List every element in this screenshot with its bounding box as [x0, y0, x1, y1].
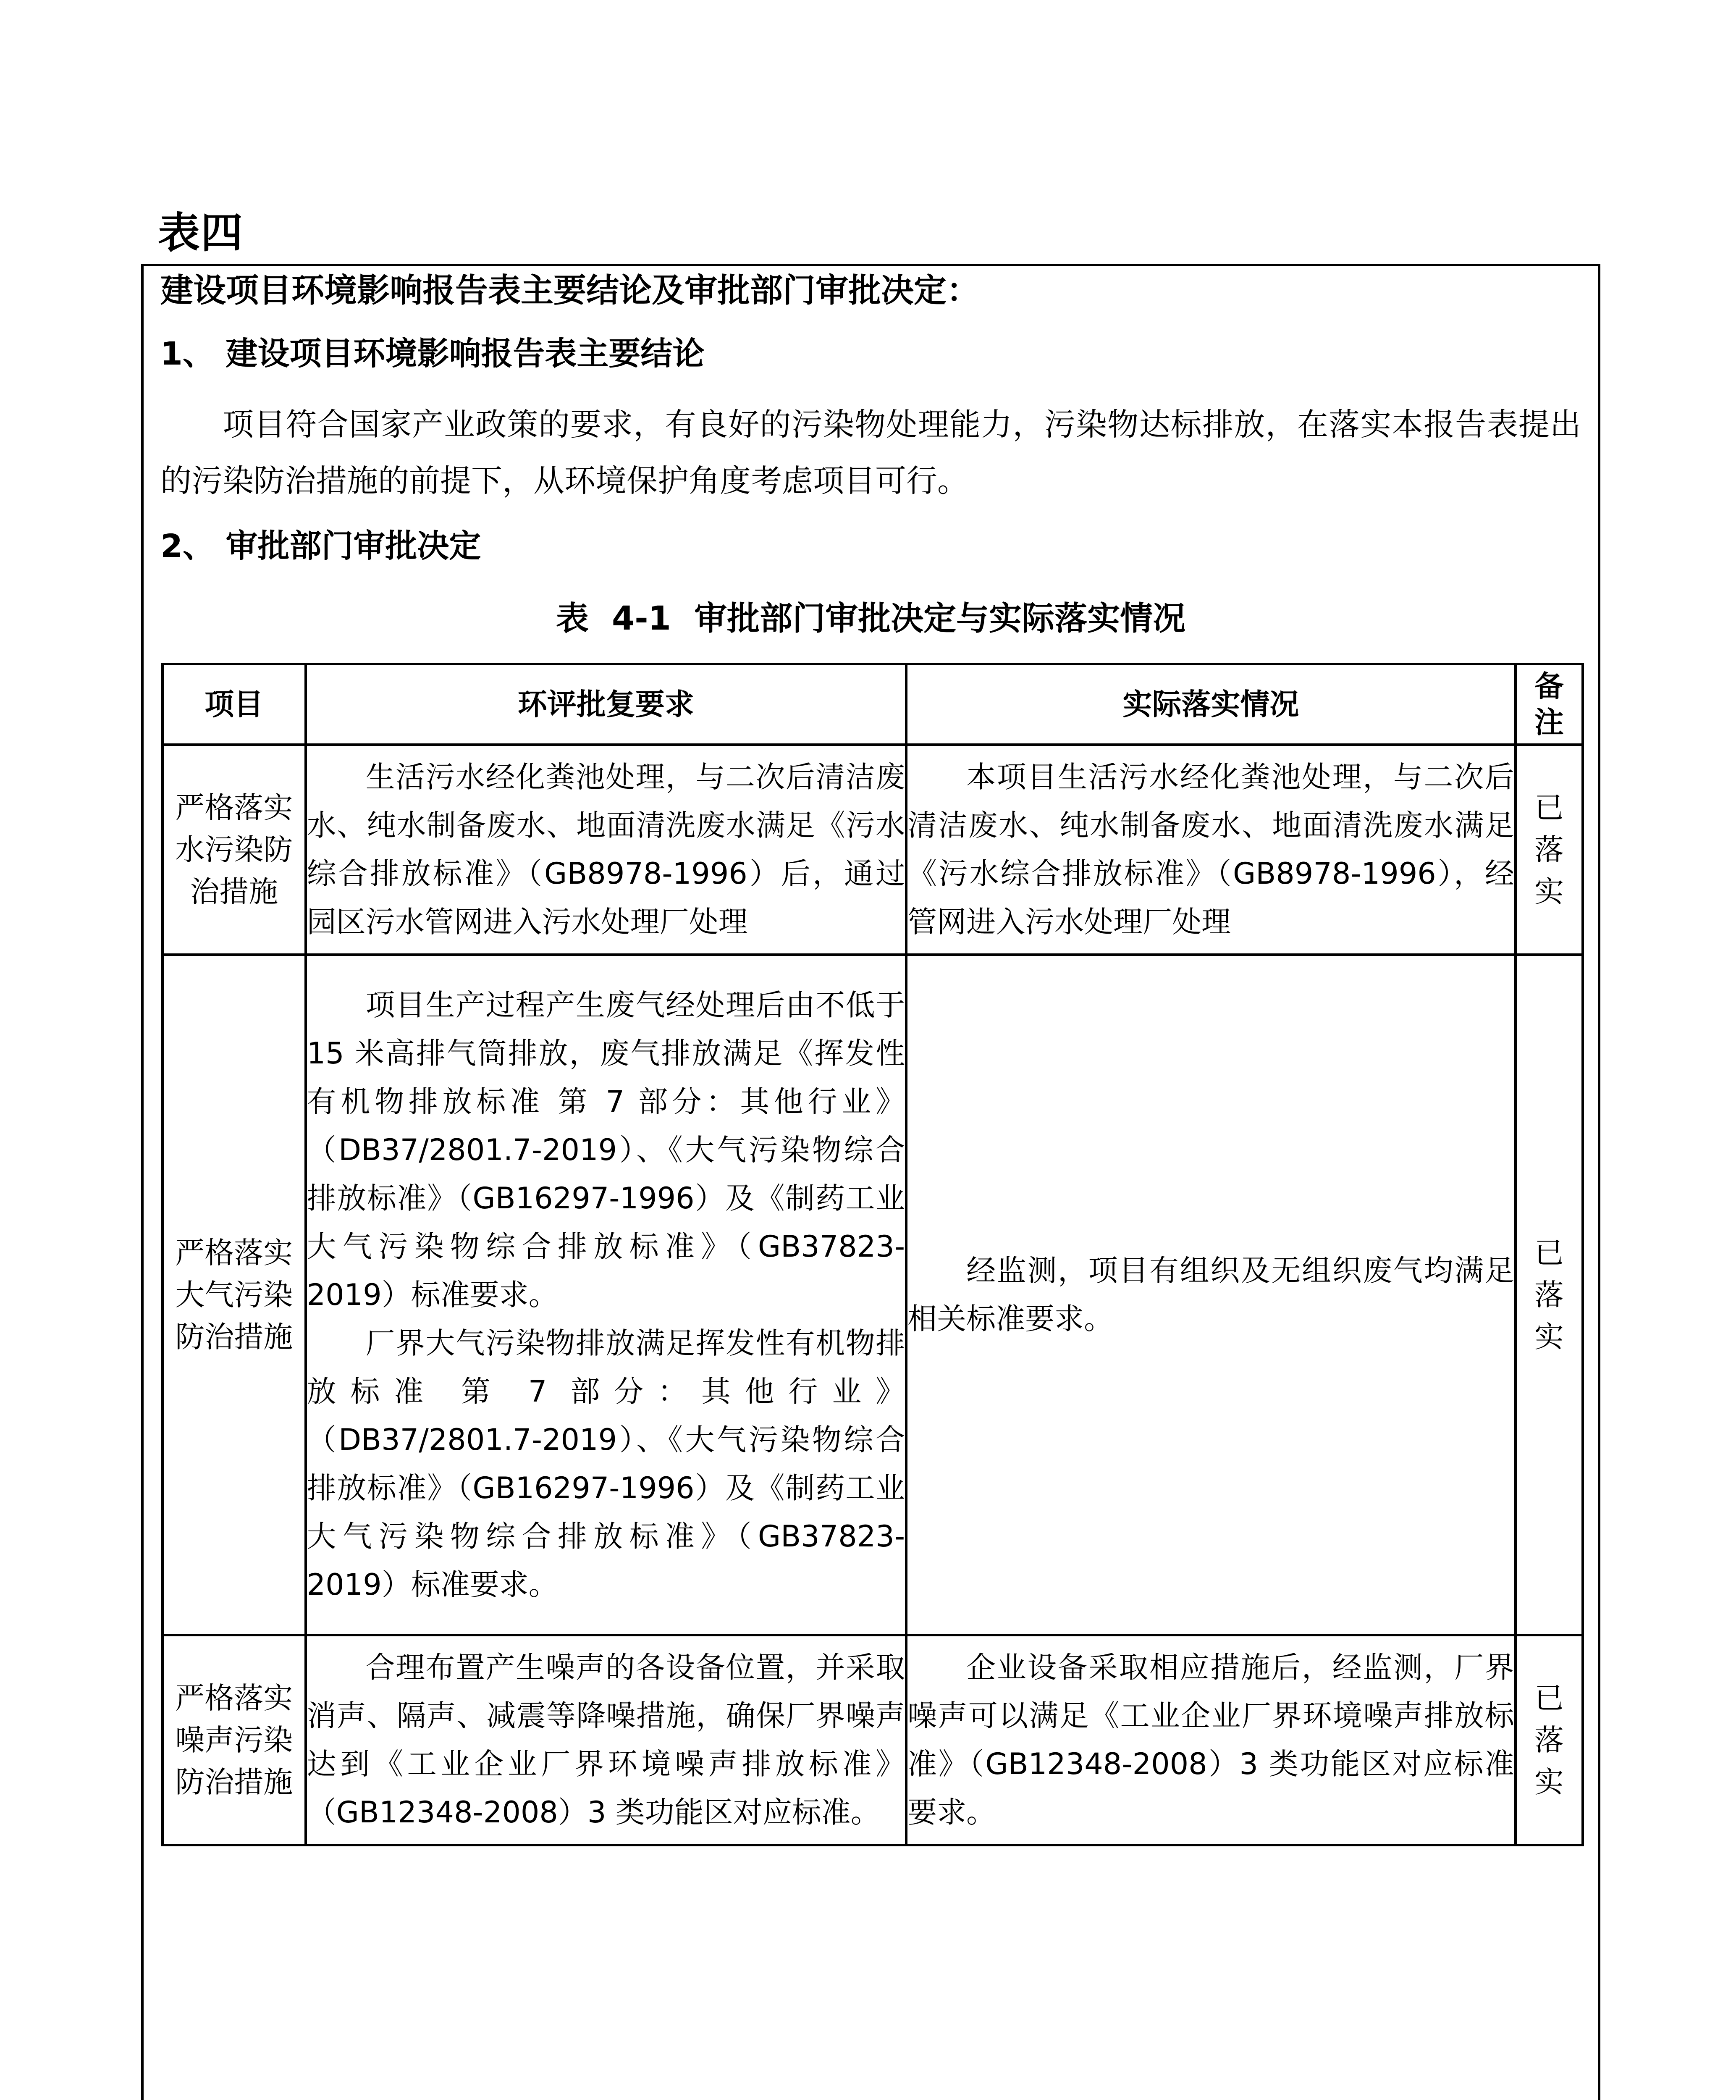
table-row	[163, 745, 1583, 955]
section2-title: 2、 审批部门审批决定	[160, 527, 481, 564]
row-requirement	[306, 1635, 907, 1845]
row-requirement	[306, 745, 907, 955]
table-header-row	[163, 664, 1583, 745]
row-implementation	[906, 745, 1516, 955]
row-note	[1516, 955, 1583, 1635]
row-note	[1516, 1635, 1583, 1845]
content-frame	[141, 264, 1600, 2100]
row-note-text: 已落实	[1534, 790, 1564, 909]
section1-text: 项目符合国家产业政策的要求，有良好的污染物处理能力，污染物达标排放，在落实本报告表提出的污染防治措施的前提下，从环境保护角度考虑项目可行。	[160, 407, 1581, 499]
table-row	[163, 955, 1583, 1635]
requirement-paragraph: 生活污水经化粪池处理，与二次后清洁废水、纯水制备废水、地面清洗废水满足《污水综合排放标准》（GB8978-1996）后，通过园区污水管网进入污水处理厂处理	[307, 760, 905, 939]
row-item: 严格落实水污染防治措施	[163, 745, 306, 955]
row-requirement	[306, 955, 907, 1635]
header-item: 项目	[163, 664, 306, 745]
header-note	[1516, 664, 1583, 745]
row-note-text: 已落实	[1534, 1236, 1564, 1354]
row-implementation	[906, 955, 1516, 1635]
implementation-paragraph: 经监测，项目有组织及无组织废气均满足相关标准要求。	[907, 1253, 1514, 1336]
requirement-paragraph: 厂界大气污染物排放满足挥发性有机物排放标准 第 7 部分：其他行业》（DB37/2801.7-2019）、《大气污染物综合排放标准》（GB16297-1996）及《制药工业大气污染物综合排放标准》（GB37823-2019）标准要求。	[307, 1326, 905, 1602]
page-heading: 表四	[158, 208, 244, 257]
implementation-paragraph: 本项目生活污水经化粪池处理，与二次后清洁废水、纯水制备废水、地面清洗废水满足《污水综合排放标准》（GB8978-1996），经管网进入污水处理厂处理	[907, 760, 1514, 939]
row-note	[1516, 745, 1583, 955]
row-item: 严格落实大气污染防治措施	[163, 955, 306, 1635]
table-row	[163, 1635, 1583, 1845]
header-note-text: 备注	[1534, 669, 1564, 740]
approval-table	[161, 663, 1584, 1846]
requirement-paragraph: 项目生产过程产生废气经处理后由不低于 15 米高排气筒排放，废气排放满足《挥发性有机物排放标准 第 7 部分：其他行业》（DB37/2801.7-2019）、《大气污染物综合排放标准》（GB16297-1996）及《制药工业大气污染物综合排放标准》（GB37823-2019）标准要求。	[307, 987, 905, 1312]
header-requirement: 环评批复要求	[306, 664, 907, 745]
section1-title: 1、 建设项目环境影响报告表主要结论	[160, 335, 705, 372]
requirement-paragraph: 合理布置产生噪声的各设备位置，并采取消声、隔声、减震等降噪措施，确保厂界噪声达到《工业企业厂界环境噪声排放标准》（GB12348-2008）3 类功能区对应标准。	[307, 1650, 905, 1830]
row-note-text: 已落实	[1534, 1681, 1564, 1799]
row-item: 严格落实噪声污染防治措施	[163, 1635, 306, 1845]
header-implementation: 实际落实情况	[906, 664, 1516, 745]
frame-inner	[160, 266, 1581, 1846]
implementation-paragraph: 企业设备采取相应措施后，经监测，厂界噪声可以满足《工业企业厂界环境噪声排放标准》（GB12348-2008）3 类功能区对应标准要求。	[907, 1650, 1514, 1830]
block-title: 建设项目环境影响报告表主要结论及审批部门审批决定：	[160, 272, 980, 310]
row-implementation	[906, 1635, 1516, 1845]
table-caption: 表 4-1 审批部门审批决定与实际落实情况	[556, 600, 1186, 638]
